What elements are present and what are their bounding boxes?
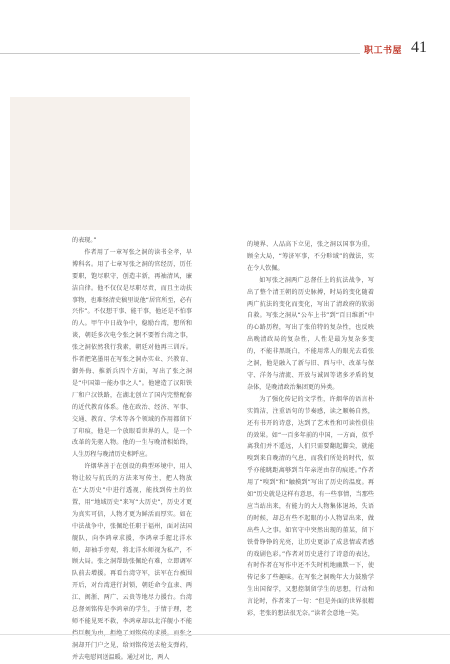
- paragraph: 如写张之洞两广总督任上的抗法战争，写出了整个清王朝的历史脉搏，时局的变化随着两广抗法的变化而变化，写出了清政府的软弱自救。写张之洞从“公车上书”到“百日维新”中的心路历程，写出了张伯特的复杂性，也反映出晚清政局的复杂性，人性是最为复杂多变的，不能非黑既白，不能用常人的眼光去看张之洞，他是融入了新与旧、西与中、改革与保守、洋务与清流、开放与诚固等诸多矛盾的复杂体，是晚清政治集团更的异类。: [247, 276, 374, 391]
- paragraph: 的境界、人品高下立见，张之洞以国事为重，顾全大局，“筹济军事，不分畛域”的做法，实在令人钦佩。: [247, 241, 374, 272]
- photo-panel: [10, 97, 190, 230]
- header-rule: [0, 53, 360, 54]
- paragraph: 的表现。”: [72, 237, 97, 244]
- bottom-rule: [0, 634, 450, 635]
- paragraph: 作者用了一章写张之洞的读书全孝，早博科名。用了七章写张之洞的官经历，历任要职，饱尽职守，创造丰新，再袖清风，廉洁自律。他不仅仅是尽职尽责，而且主动扶事物，也难怪清史稿里说他“居官所至，必有兴作”。不仅想干事、能干事，他还是不怕事的人。甲午中日战争中，稳励台湾，想所和谈，朝廷多次电令张之洞不要暂台湾之事，张之洞依然我行我素，朝廷对他再三训斥。作者把笔墨用在写张之洞办实业、兴教育、御外侮、推新兵四个方面，写出了张之洞是“中国第一能办事之人”。他建造了汉阳铁厂和户汉铁路，在湖北创立了国内完整配套的近代教育体系。他在政治、经济、军事、交通、教育、学术等各个领域的作用都留下了印痕，他是一个放眼看世界的人，是一个改革的先驱人物。他的一生与晚清相始终，人生历程与晚清历史相呼应。: [72, 248, 192, 459]
- paragraph: 为了强化传记的文学性，许烟华的语言朴实简洁，注重语句的节奏感，读之顺畅自然，还有书开的诗意，达到了艺术性和可读性俱佳的效果。如“一百多年前的中国，一方面，似乎离我们并不遥远，人们只需要翻起脚尖，就能嗅到来自晚清的气息，而我们所处的时代，似乎亦能眺距离够到当年亲逆由存的痕迹。”作者用了“嗅到”和“触摸到”写出了历史的温度。再如“历史就是这样有意思，有一些事情，当那些应当站出来，有能力的大人物集体退场，失语的时候，却总有些不起眼的小人物冒出来，做出些人之事。如官守中突然出现的董某，留下铁骨铮铮的光亮，让历史更添了成悲情或者感的戏剧色彩。”作者对历史进行了诗意的表达，有时作者在写作中还不失时机地幽默一下，使传记多了些趣味。在写张之洞晚年大力鼓励学生出国留学，又想控制留学生的思想，行动和言论时，作者来了一句：“但是外面的世界很精彩，老张的想法很无奈。”读者会意地一笑。: [247, 395, 374, 618]
- section-title: 职工书屋: [363, 46, 402, 56]
- page-number: 41: [411, 39, 427, 56]
- paragraph: 许烟华善于在创设的典型环境中，用人物让较与抗氏的方法来写传主，把人物放在“大历史”中进行透视，能找到传主的位置，用“地域历史”来写“大历史”，历史才更为真实可信，人物才更为鲜活而厚实。如在中法战争中，张佩纶任职于福州，面对法国舰队，向李鸿章求援，李鸿章手握北洋水师，却袖手旁观，将北洋水师视为私产，不顾大局。张之洞帮助张佩纶有难，立即调军队前去增援。再看台湾守军，法军在台被围开后，对台湾进行封锁，朝廷命令直隶、两江、闽浙、两广、云贵等地尽力援台。台湾总督刘铭传是李鸿章的学生，于情于理，老师不能见死不救，李鸿章却以北洋舰小不能挡巨舰为由，拒绝了刘铭传的求援。而张之洞却开门户之见，给刘铭传送去枪支弹药，并去电慰问送温暖。通过对比，两人: [72, 463, 192, 661]
- right-column: [247, 239, 374, 620]
- left-column: [72, 235, 192, 664]
